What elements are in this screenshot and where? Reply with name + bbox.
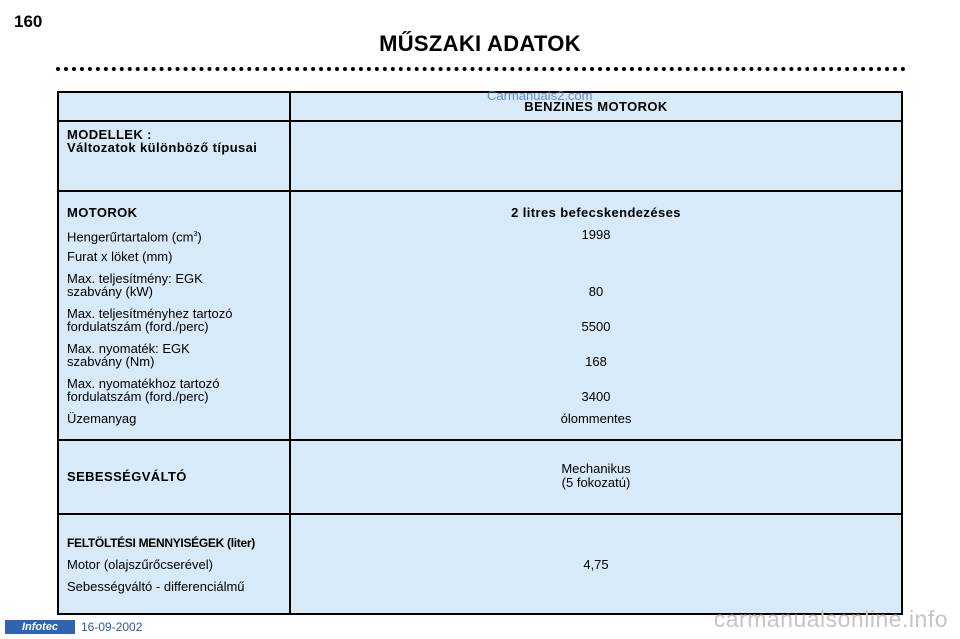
gearbox-oil-label: Sebességváltó - differenciálmű — [67, 579, 245, 594]
max-power-label-1: Max. teljesítmény: EGK — [67, 271, 203, 286]
engines-label: MOTOROK — [67, 205, 138, 220]
max-power-label-2: szabvány (kW) — [67, 284, 153, 299]
max-torque-value: 168 — [585, 354, 607, 369]
max-power-value: 80 — [588, 284, 604, 299]
title-divider — [56, 67, 906, 71]
torque-rpm-label-2: fordulatszám (ford./perc) — [67, 389, 209, 404]
footer-site-watermark: carmanualsonline.info — [713, 606, 948, 632]
spec-table — [57, 91, 903, 615]
engines-value: 2 litres befecskendezéses — [511, 205, 681, 220]
fuel-value: ólommentes — [560, 411, 632, 426]
power-rpm-label-2: fordulatszám (ford./perc) — [67, 319, 209, 334]
gearbox-label: SEBESSÉGVÁLTÓ — [67, 469, 187, 484]
infotec-logo: Infotec — [5, 620, 75, 634]
models-label: MODELLEK : — [67, 127, 152, 142]
engine-type-header: BENZINES MOTOROK — [524, 99, 668, 114]
gearbox-value-1: Mechanikus — [561, 461, 631, 476]
displacement-value: 1998 — [581, 227, 611, 242]
row-divider — [59, 439, 901, 441]
displacement-label: Hengerűrtartalom $(cm^3)$ — [67, 229, 202, 245]
row-divider — [59, 190, 901, 192]
page-title: MŰSZAKI ADATOK — [379, 31, 581, 56]
row-divider — [59, 120, 901, 122]
gearbox-value-2: (5 fokozatú) — [561, 475, 631, 490]
max-torque-label-2: szabvány (Nm) — [67, 354, 155, 369]
engine-oil-value: 4,75 — [583, 557, 609, 572]
power-rpm-value: 5500 — [581, 319, 611, 334]
engine-oil-label: Motor (olajszűrőcserével) — [67, 557, 213, 572]
capacities-label: FELTÖLTÉSI MENNYISÉGEK (liter) — [67, 536, 255, 550]
fuel-label: Üzemanyag — [67, 411, 137, 426]
page-number: 160 — [14, 12, 43, 31]
torque-rpm-value: 3400 — [581, 389, 611, 404]
torque-rpm-label-1: Max. nyomatékhoz tartozó — [67, 376, 220, 391]
watermark: Carmanuals2.com — [487, 88, 593, 103]
bore-stroke-label: Furat x löket (mm) — [67, 249, 173, 264]
max-torque-label-1: Max. nyomaték: EGK — [67, 341, 190, 356]
row-divider — [59, 513, 901, 515]
models-sublabel: Változatok különböző típusai — [67, 140, 258, 155]
power-rpm-label-1: Max. teljesítményhez tartozó — [67, 306, 233, 321]
footer-date: 16-09-2002 — [81, 620, 143, 634]
column-divider — [289, 93, 291, 613]
